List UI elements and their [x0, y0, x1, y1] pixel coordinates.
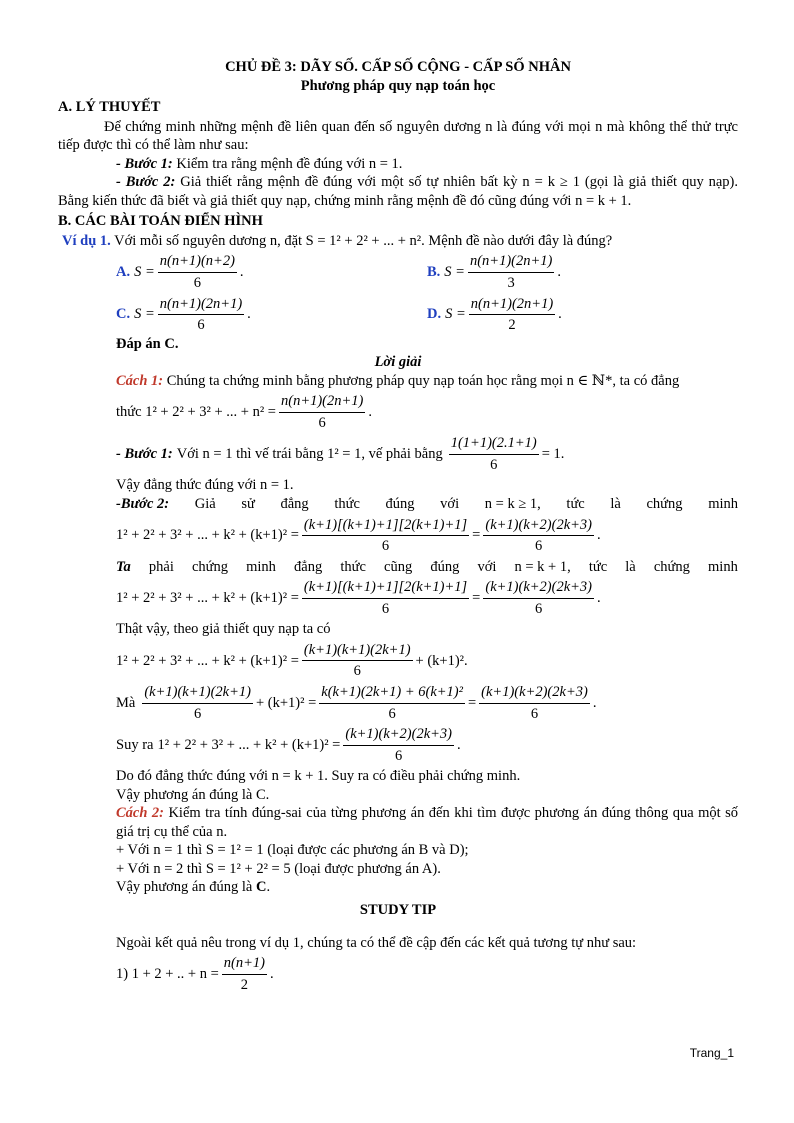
- option-b-num: n(n+1)(2n+1): [468, 252, 554, 273]
- option-c: C. S = $\frac{n(n+1)(2n+1)}{6}$ .: [116, 295, 251, 334]
- suy-ra-label: Suy ra: [116, 736, 154, 753]
- solution-heading: Lời giải: [374, 354, 422, 371]
- answer-line: Đáp án C.: [116, 335, 179, 352]
- prove-eq-den1: 6: [381, 600, 390, 617]
- s2words-word: đúng: [385, 496, 415, 513]
- ma-den2: 6: [388, 705, 396, 722]
- step2-eq-frac1: [302, 516, 469, 556]
- option-d-num: n(n+1)(2n+1): [469, 295, 555, 316]
- item1-den: 2: [240, 976, 249, 993]
- method2-text: Kiểm tra tính đúng-sai của từng phương án đến khi tìm được phương án đúng thông qua một số giá trị cụ thể của n.: [116, 805, 739, 840]
- ma-frac1: [142, 683, 253, 723]
- provewords-word: Ta: [116, 558, 131, 575]
- prove-eq-den2: 6: [535, 600, 543, 617]
- option-b-fraction: [468, 252, 554, 292]
- induction-frac: [302, 641, 413, 681]
- option-b-lhs: S =: [444, 264, 465, 281]
- induction-den: 6: [353, 663, 361, 680]
- method1-line: [58, 372, 738, 391]
- option-a-den: 6: [193, 275, 201, 292]
- page-title: CHỦ ĐỀ 3: DÃY SỐ. CẤP SỐ CỘNG - CẤP SỐ NHÂN: [225, 59, 571, 75]
- options-row-2: [116, 295, 738, 335]
- study-tip-intro: Ngoài kết quả nêu trong ví dụ 1, chúng ta có thể đề cập đến các kết quả tương tự như sau:: [116, 934, 637, 951]
- step2-words: [58, 495, 738, 514]
- method1-text: Chúng ta chứng minh bằng phương pháp quy nạp toán học rằng mọi n ∈ ℕ*, ta có đẳng: [166, 372, 680, 389]
- method1-identity: thức 1² + 2² + 3² + ... + n² = $\frac{n(n+1)(2n+1)}{6}$ .: [116, 393, 372, 431]
- provewords-word: minh: [246, 558, 276, 575]
- step2-eq-num2: (k+1)(k+2)(2k+3): [483, 516, 594, 537]
- option-a-fraction: [158, 252, 237, 292]
- option-c-den: 6: [197, 317, 205, 334]
- provewords-word: thức: [340, 558, 366, 575]
- suy-ra-den: 6: [395, 747, 403, 764]
- identity-den: 6: [318, 414, 326, 431]
- option-d-fraction: [469, 295, 555, 335]
- option-a-lhs: S =: [134, 264, 155, 281]
- s2words-word: tức: [566, 496, 585, 513]
- s2words-word: thức: [334, 496, 360, 513]
- induction-lhs: 1² + 2² + 3² + ... + k² + (k+1)² =: [116, 652, 299, 669]
- provewords-word: với: [477, 558, 497, 575]
- method2-final-answer: C: [255, 879, 267, 896]
- step1-proof: [58, 434, 738, 474]
- example1-text: Với mỗi số nguyên dương n, đặt S = 1² + 2² + ... + n². Mệnh đề nào dưới đây là đúng?: [114, 232, 613, 249]
- option-b-den: 3: [507, 275, 515, 292]
- example1-label: Ví dụ 1.: [62, 232, 111, 249]
- option-c-fraction: [158, 295, 244, 335]
- page-subtitle: Phương pháp quy nạp toán học: [300, 77, 496, 94]
- item1-lhs: 1) 1 + 2 + .. + n =: [116, 965, 219, 982]
- conclusion-2: Vậy phương án đúng là C.: [116, 786, 270, 803]
- induction-equation: [58, 641, 738, 681]
- provewords-word: n = k + 1,: [514, 558, 571, 575]
- step2-text: Giả thiết rằng mệnh đề đúng với một số tự nhiên bất kỳ n = k ≥ 1 (gọi là giả thiết quy nạp). Bằng kiến thức đã biết và giả thiết quy nạp, chứng minh rằng mệnh đề đó cũng đúng với n = k + 1.: [58, 174, 739, 209]
- step1-label: - Bước 1:: [116, 155, 173, 172]
- provewords-word: là: [625, 558, 636, 575]
- option-a-label: A.: [116, 264, 131, 281]
- s2words-word: chứng: [646, 496, 683, 513]
- method2-line: [58, 804, 738, 841]
- indeed-line: Thật vậy, theo giả thiết quy nạp ta có: [116, 621, 331, 638]
- proof-step1-label: - Bước 1:: [116, 446, 173, 463]
- step2-eq-num1: (k+1)[(k+1)+1][2(k+1)+1]: [302, 516, 469, 537]
- ma-frac3: [479, 683, 590, 723]
- s2words-word: Giả: [194, 496, 216, 513]
- identity-num: n(n+1)(2n+1): [279, 392, 365, 413]
- option-a: A. S = $\frac{n(n+1)(n+2)}{6}$ .: [116, 253, 244, 292]
- method1-label: Cách 1:: [116, 372, 164, 389]
- method2-case2: + Với n = 2 thì S = 1² + 2² = 5 (loại được phương án A).: [116, 860, 441, 877]
- ma-den1: 6: [194, 705, 202, 722]
- theory-step1: [58, 155, 738, 174]
- s2words-word: n = k ≥ 1,: [484, 496, 541, 513]
- examples-heading: B. CÁC BÀI TOÁN ĐIỂN HÌNH: [58, 213, 263, 230]
- theory-heading: A. LÝ THUYẾT: [58, 99, 161, 116]
- step1-conclusion: Vậy đẳng thức đúng với n = 1.: [116, 477, 294, 494]
- option-d-label: D.: [427, 306, 442, 323]
- s2words-word: sử: [241, 496, 255, 513]
- conclusion-1: Do đó đẳng thức đúng với n = k + 1. Suy ra có điều phải chứng minh.: [116, 768, 521, 785]
- s2words-word: -Bước 2:: [116, 496, 170, 513]
- suy-ra-equation: Suy ra 1² + 2² + 3² + ... + k² + (k+1)² = $\frac{(k+1)(k+2)(2k+3)}{6}$ .: [116, 726, 461, 764]
- prove-eq-num2: (k+1)(k+2)(2k+3): [483, 578, 594, 599]
- method2-case1: + Với n = 1 thì S = 1² = 1 (loại được các phương án B và D);: [116, 842, 469, 859]
- theory-intro: Để chứng minh những mệnh đề liên quan đến số nguyên dương n là đúng với mọi n mà không thể thử trực tiếp được thì có thể làm như sau:: [58, 118, 738, 154]
- s2words-word: với: [440, 496, 460, 513]
- induction-tail: + (k+1)².: [415, 652, 468, 669]
- page-number: Trang_1: [689, 1046, 734, 1060]
- ma-den3: 6: [530, 705, 539, 722]
- proof-step1-den: 6: [490, 456, 498, 473]
- step2-eq-frac2: [483, 516, 594, 556]
- option-d: D. S = $\frac{n(n+1)(2n+1)}{2}$ .: [427, 295, 562, 334]
- identity-fraction: [279, 392, 365, 432]
- proof-step1-tail: = 1.: [541, 446, 565, 463]
- study-tip-heading: STUDY TIP: [359, 901, 437, 918]
- option-d-den: 2: [508, 317, 516, 334]
- ma-num3: (k+1)(k+2)(2k+3): [479, 683, 590, 704]
- prove-words: [58, 558, 738, 577]
- option-b-label: B.: [427, 264, 441, 281]
- proof-step1-text: Với n = 1 thì vế trái bằng 1² = 1, vế phải bằng: [176, 446, 443, 463]
- suy-ra-num: (k+1)(k+2)(2k+3): [343, 725, 454, 746]
- ma-num2: k(k+1)(2k+1) + 6(k+1)²: [319, 683, 465, 704]
- ma-num1: (k+1)(k+1)(2k+1): [142, 683, 253, 704]
- method2-label: Cách 2:: [116, 805, 164, 822]
- options-row-1: [116, 252, 738, 292]
- provewords-word: chứng: [191, 558, 229, 575]
- prove-eq-lhs: 1² + 2² + 3² + ... + k² + (k+1)² =: [116, 589, 299, 606]
- prove-equation: 1² + 2² + 3² + ... + k² + (k+1)² = $\frac{(k+1)[(k+1)+1][2(k+1)+1]}{6}$ = $\frac{(k+1)(k+2)(2k+3)}{6}$ .: [116, 579, 601, 617]
- provewords-word: đúng: [430, 558, 460, 575]
- provewords-word: chứng: [653, 558, 690, 575]
- option-c-num: n(n+1)(2n+1): [158, 295, 244, 316]
- option-c-label: C.: [116, 306, 131, 323]
- ma-frac2: [319, 683, 465, 723]
- step2-label: - Bước 2:: [116, 174, 176, 191]
- option-c-lhs: S =: [134, 306, 155, 323]
- proof-step1-fraction: [449, 434, 539, 474]
- method2-final-suffix: .: [266, 879, 271, 896]
- proof-step1-num: 1(1+1)(2.1+1): [449, 434, 539, 455]
- provewords-word: phải: [148, 558, 174, 575]
- step2-eq-lhs: 1² + 2² + 3² + ... + k² + (k+1)² =: [116, 527, 299, 544]
- s2words-word: là: [610, 496, 621, 513]
- method2-final: [58, 878, 738, 897]
- s2words-word: đẳng: [280, 496, 309, 513]
- item1-frac: [222, 954, 267, 994]
- prove-eq-frac1: [302, 578, 469, 618]
- provewords-word: minh: [708, 558, 738, 575]
- suy-ra-lhs: 1² + 2² + 3² + ... + k² + (k+1)² =: [157, 736, 341, 753]
- step2-eq-den2: 6: [535, 538, 543, 555]
- option-b: B. S = $\frac{n(n+1)(2n+1)}{3}$ .: [427, 253, 561, 292]
- step1-text: Kiểm tra rằng mệnh đề đúng với n = 1.: [176, 155, 403, 172]
- step2-eq-den1: 6: [381, 538, 390, 555]
- provewords-word: cũng: [384, 558, 413, 575]
- document-page: [58, 58, 738, 996]
- provewords-word: tức: [588, 558, 608, 575]
- item1-num: n(n+1): [222, 954, 267, 975]
- s2words-word: minh: [708, 496, 738, 513]
- provewords-word: đẳng: [294, 558, 323, 575]
- option-d-lhs: S =: [445, 306, 466, 323]
- prove-eq-frac2: [483, 578, 594, 618]
- ma-mid: + (k+1)² =: [255, 694, 317, 711]
- prove-eq-num1: (k+1)[(k+1)+1][2(k+1)+1]: [302, 578, 469, 599]
- example1-statement: [58, 232, 738, 251]
- suy-ra-frac: [343, 725, 454, 765]
- step2-equation: 1² + 2² + 3² + ... + k² + (k+1)² = $\frac{(k+1)[(k+1)+1][2(k+1)+1]}{6}$ = $\frac{(k+1)(k+2)(2k+3)}{6}$ .: [116, 516, 601, 555]
- theory-step2: [58, 173, 738, 210]
- ma-label: Mà: [116, 694, 136, 711]
- method2-final-prefix: Vậy phương án đúng là: [116, 879, 253, 896]
- study-tip-item1: 1) 1 + 2 + .. + n = $\frac{n(n+1)}{2}$ .: [116, 955, 274, 993]
- identity-lhs: thức 1² + 2² + 3² + ... + n² =: [116, 404, 276, 421]
- induction-num: (k+1)(k+1)(2k+1): [302, 641, 413, 662]
- option-a-num: n(n+1)(n+2): [158, 252, 237, 273]
- ma-equation: Mà $\frac{(k+1)(k+1)(2k+1)}{6}$ + (k+1)² = $\frac{\text{k(k+1)(2k+1) + 6(k+1)²}}{6}$ = $\frac{(k+1)(k+2)(2k+3)}{6}$ .: [116, 683, 597, 722]
